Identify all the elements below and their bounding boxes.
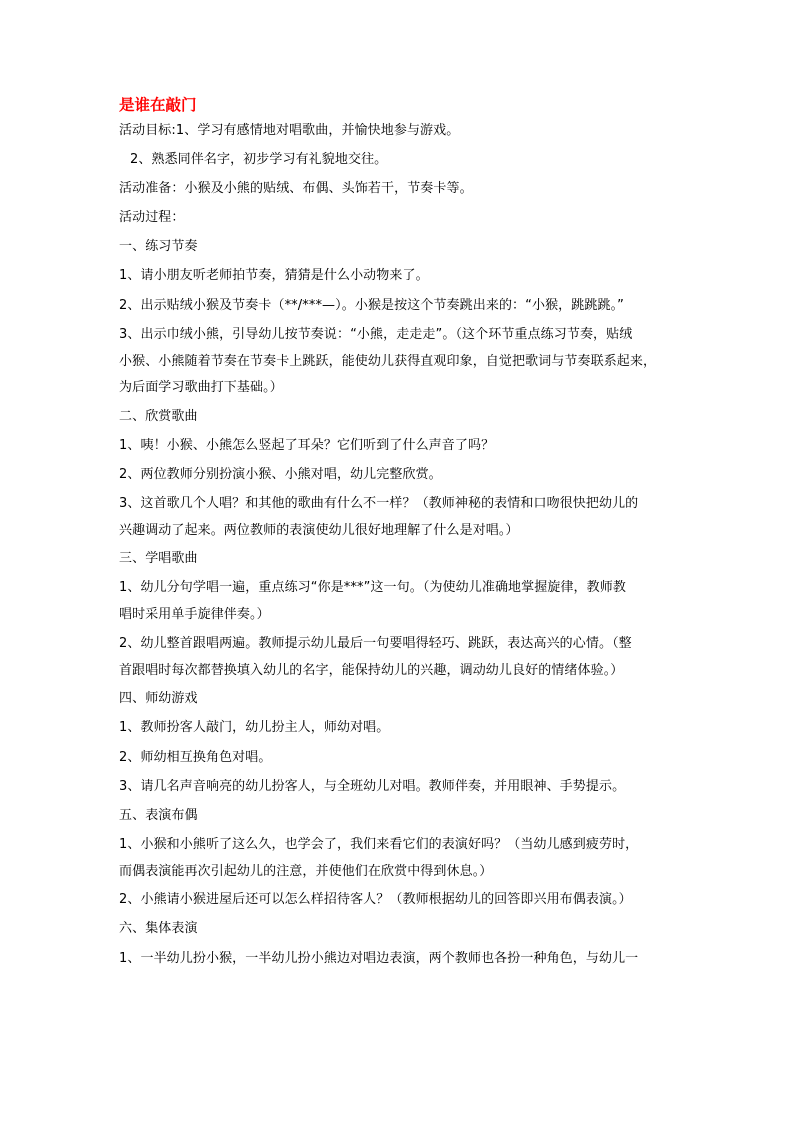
text-line-process: 活动过程：: [119, 210, 185, 226]
text-line: 3、这首歌几个人唱？和其他的歌曲有什么不一样？（教师神秘的表情和口吻很快把幼儿的: [119, 495, 639, 511]
section-heading-performance: 六、集体表演: [119, 921, 198, 937]
paragraph: [119, 629, 679, 684]
text-line: 1、咦！小猴、小熊怎么竖起了耳朵？它们听到了什么声音了吗？: [119, 437, 495, 453]
text-line: 3、请几名声音响亮的幼儿扮客人，与全班幼儿对唱。教师伴奏，并用眼神、手势提示。: [119, 778, 626, 794]
section-heading-puppets: 五、表演布偶: [119, 807, 198, 823]
paragraph: [119, 830, 679, 885]
text-line: 为后面学习歌曲打下基础。）: [119, 380, 283, 396]
text-line-activity-goal-2: 2、熟悉同伴名字，初步学习有礼貌地交往。: [130, 152, 388, 168]
text-line: 而偶表演能再次引起幼儿的注意，并使他们在欣赏中得到休息。）: [119, 863, 493, 879]
paragraph: [119, 573, 679, 628]
text-line: 2、师幼相互换角色对唱。: [119, 749, 272, 765]
text-line: 唱时采用单手旋律伴奏。）: [119, 607, 270, 623]
text-line: 首跟唱时每次都替换填入幼儿的名字，能保持幼儿的兴趣，调动幼儿良好的情绪体验。）: [119, 662, 624, 678]
text-line: 1、幼儿分句学唱一遍，重点练习“你是***”这一句。（为使幼儿准确地掌握旋律，教师教: [119, 580, 626, 596]
text-line: 2、出示贴绒小猴及节奏卡（**/***—）。小猴是按这个节奏跳出来的：“小猴，跳跳跳。”: [119, 297, 625, 313]
text-line: 1、教师扮客人敲门，幼儿扮主人，师幼对唱。: [119, 720, 390, 736]
text-line: 兴趣调动了起来。两位教师的表演使幼儿很好地理解了什么是对唱。）: [119, 522, 519, 538]
text-line: 2、幼儿整首跟唱两遍。教师提示幼儿最后一句要唱得轻巧、跳跃，表达高兴的心情。（整: [119, 635, 632, 651]
text-line: 1、一半幼儿扮小猴，一半幼儿扮小熊边对唱边表演，两个教师也各扮一种角色，与幼儿一: [119, 950, 639, 966]
text-line-activity-goal: 活动目标:1、学习有感情地对唱歌曲，并愉快地参与游戏。: [119, 123, 460, 138]
text-line: 2、小熊请小猴进屋后还可以怎么样招待客人？（教师根据幼儿的回答即兴用布偶表演。）: [119, 892, 632, 908]
text-line: 小猴、小熊随着节奏在节奏卡上跳跃，能使幼儿获得直观印象，自觉把歌词与节奏联系起来，: [119, 353, 657, 369]
section-heading-game: 四、师幼游戏: [119, 691, 198, 707]
section-heading-rhythm: 一、练习节奏: [119, 239, 198, 255]
text-line: 3、出示巾绒小熊，引导幼儿按节奏说：“小熊，走走走”。（这个环节重点练习节奏，贴绒: [119, 326, 633, 342]
text-line: 2、两位教师分别扮演小猴、小熊对唱，幼儿完整欣赏。: [119, 466, 442, 482]
text-line-preparation: 活动准备：小猴及小熊的贴绒、布偶、头饰若干，节奏卡等。: [119, 181, 473, 197]
text-line: 1、小猴和小熊听了这么久，也学会了，我们来看它们的表演好吗？（当幼儿感到疲劳时，: [119, 836, 639, 852]
section-heading-appreciation: 二、欣赏歌曲: [119, 408, 198, 424]
document-title: 是谁在敲门: [119, 96, 197, 114]
paragraph: [119, 489, 679, 544]
document-page: [119, 94, 679, 973]
paragraph: [119, 320, 679, 402]
section-heading-learn-song: 三、学唱歌曲: [119, 551, 198, 567]
text-line: 1、请小朋友听老师拍节奏，猜猜是什么小动物来了。: [119, 268, 429, 284]
